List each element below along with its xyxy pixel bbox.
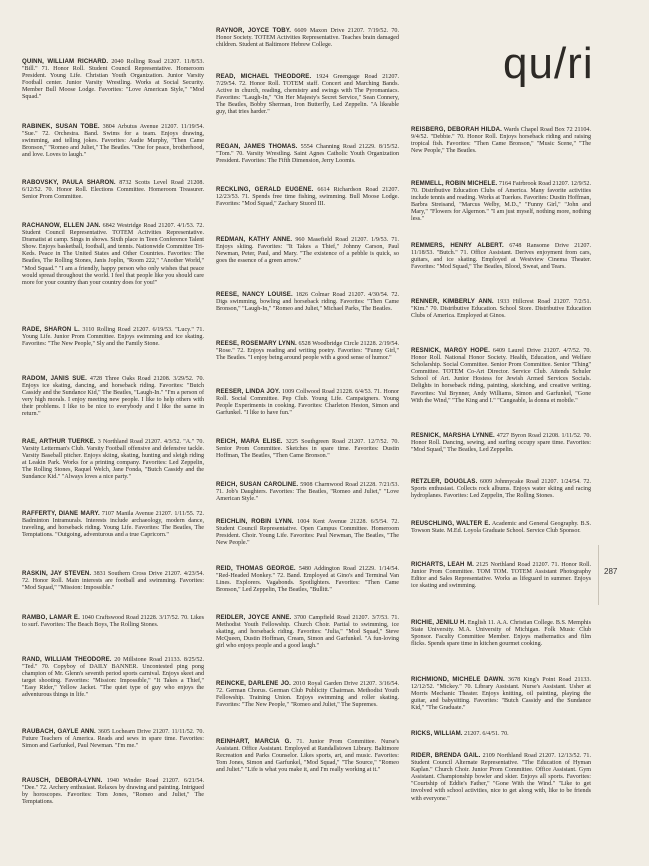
- entry: RESNICK, MARGY HOPE. 6409 Laurel Drive 21207. 4/7/52. 70. Honor Roll. National Honor Society. Health, Education, and Welfare Scholarship. Social Committee. Senior Prom Committee. Senior "Thing" Committee. TOTEM Co-Art Director. Service Club. Attends Schuler School of Art. Junior Hostess for Jewish Armed Services Socials. Delights in horseback riding, painting, sketching, and creative writing. Favorites: Yul Brynner, Andy Williams, Simon and Garfunkel, "Gone With the Wind," "The King and I." "Cangeable, la donna et mobile.": [411, 347, 591, 404]
- entry: REINCKE, DARLENE JO. 2010 Royal Garden Drive 21207. 3/16/54. 72. German Chorus. German Club Publicity Chairman. Methodist Youth Fellowship. Training Union. Enjoys swimming and roller skating. Favorites: "The New People," "Romeo and Juliet," The Supremes.: [216, 680, 399, 709]
- entry: REID, THOMAS GEORGE. 5480 Addington Road 21229. 1/14/54. "Red-Headed Monkey." 72. Band. Employed at Gino's and Terminal Van Lines. Explorers. Vagabonds. Spotlighters. Favorites: "Then Came Bronson," Led Zeppelin, The Beatles, "Bullitt.": [216, 565, 399, 594]
- entry: RACHANOW, ELLEN JAN. 6842 Westridge Road 21207. 4/1/53. 72. Student Council Representative. TOTEM Activities Representative. Dramatist at camp. Sings in shows. Sixth place in Teen Conference Talent Show. Enjoys basketball, football, and tennis. Nationwide Committee Tri-Keds. Peace in The United States and Other Countries. Favorites: The Beatles, The Rolling Stones, Janis Joplin, "Room 222," "Another World," "Mod Squad." "I am a friendly, happy person who only wishes that peace would spread throughout the world. I feel that people like you should care more for your country than your country does for you!": [22, 222, 204, 286]
- entry: RAUSCH, DEBORA-LYNN. 1940 Winder Road 21207. 6/21/54. "Dee." 72. Archery enthusiast. Relaxes by drawing and painting. Intrigued by horoscopes. Favorites: Tom Jones, "Romeo and Juliet," The Temptations.: [22, 777, 204, 806]
- entry: RICHIE, JENILU H. English 11. A.A. Christian College. B.S. Memphis State University. M.A. University of Michigan. Folk Music Club Sponsor. Faculty Committee Member. Enjoys mathematics and film flicks. Spends spare time in kitchen gourmet cooking.: [411, 619, 591, 648]
- entry: RAMBO, LAMAR E. 1040 Craftswood Road 21228. 3/17/52. 70. Likes to surf. Favorites: The Beach Boys, The Rolling Stones.: [22, 614, 204, 629]
- entry: REIDLER, JOYCE ANNE. 3700 Campfield Road 21207. 3/7/53. 71. Methodist Youth Fellowship. Church Choir. Partial to swimming, ice skating, and horseback riding. Favorites: "Julia," "Mod Squad," Steve McQueen, Dustin Hoffman, Cream, Simon and Garfunkel. "A fun-loving girl who enjoys people and a good laugh.": [216, 614, 399, 650]
- entry: REICH, MARA ELISE. 3225 Southgreen Road 21207. 12/7/52. 70. Senior Prom Committee. Sketches in spare time. Favorites: Dustin Hoffman, The Beatles, "Then Came Bronson.": [216, 438, 399, 460]
- entry: RESNICK, MARSHA LYNNE. 4727 Byron Road 21208. 1/11/52. 70. Honor Roll. Dancing, sewing, and surfing occupy spare time. Favorites: "Mod Squad," The Beatles, Led Zeppelin.: [411, 432, 591, 454]
- entry: RECKLING, GERALD EUGENE. 6614 Richardson Road 21207. 12/23/53. 71. Spends free time fishing, swimming. Bull Moose Lodge. Favorites: "Mod Squad," Zachary Stuord III.: [216, 186, 399, 208]
- entry: REESE, ROSEMARY LYNN. 6528 Woodbridge Circle 21228. 2/19/54. "Rose." 72. Enjoys reading and writing poetry. Favorites: "Funny Girl," The Beatles. "I enjoy being around people with a good sense of humor.": [216, 340, 399, 362]
- entry: RAND, WILLIAM THEODORE. 20 Millstone Road 21133. 8/25/52. "Ted." 70. Copyboy of DAILY BANNER. Uncontested ping pong champion of Mr. Glenn's seventh period sports carnival. Enjoys skeet and target shooting. Favorites: "Mission: Impossible," "It Takes a Thief," "Easy Rider," Yellow Jacket. "The quiet type of guy who enjoys the adventurous things in life.": [22, 656, 204, 699]
- section-header: qu/ri: [503, 39, 594, 88]
- entry: RADOM, JANIS SUE. 4728 Three Oaks Road 21208. 3/29/52. 70. Enjoys ice skating, dancing, and horseback riding. Favorites: "Butch Cassidy and the Sundance Kid," The Beatles, "Laugh-In." "I'm a person of very high morals. I enjoy meeting new people. I like to help others with their problems. I like to be nice to everybody and I like the same in return.": [22, 375, 205, 418]
- entry: RICHARTS, LEAH M. 2125 Northland Road 21207. 71. Honor Roll. Junior Prom Committee. TOM TOM. TOTEM Assistant Photography Editor and Sales Representative. Works as lifeguard in summer. Enjoys ice skating and swimming.: [411, 561, 591, 590]
- entry: RICHMIOND, MICHELE DAWN. 3678 King's Point Road 21133. 12/12/52. "Mickey." 70. Library Assistant. Nurse's Assistant. Usher at Morris Mechanic Theater. Enjoys knitting, oil painting, playing the guitar, and babysitting. Favorites: "Butch Cassidy and the Sundance Kid," "The Graduate.": [411, 676, 592, 712]
- entry: RABOVSKY, PAULA SHARON. 8732 Scotts Level Road 21208. 6/12/52. 70. Honor Roll. Elections Committee. Homeroom Treasurer. Senior Prom Committee.: [22, 179, 205, 201]
- entry: REDMAN, KATHY ANNE. 960 Masefield Road 21207. 1/9/53. 71. Enjoys skiing. Favorites: "It Takes a Thief," Johnny Carson, Paul Newman, Peter, Paul, and Mary. "The existence of a pebble is quick, so goes the essence of a green arrow.": [216, 236, 399, 265]
- entry: RICKS, WILLIAM. 21207. 6/4/51. 70.: [411, 730, 509, 737]
- entry: RADE, SHARON L. 3110 Rolling Road 21207. 6/19/53. "Lucy." 71. Young Life. Junior Prom Committee. Enjoys swimming and ice skating. Favorites: "The New People," Sly and the Family Stone.: [22, 326, 204, 348]
- page-edge-rule: [598, 545, 599, 605]
- entry: RAFFERTY, DIANE MARY. 7107 Manila Avenue 21207. 1/11/55. 72. Badminton Intramurals. Interests include archaeology, modern dance, traveling, and horseback riding. Young Life. Favorites: The Beatles, The Temptations. "Outgoing, adventurous and a true Capricorn.": [22, 510, 204, 539]
- entry: READ, MICHAEL THEODORE. 1924 Greengage Road 21207. 7/29/54. 72. Honor Roll. TOTEM staff. Concert and Marching Bands. Active in church, reading, chemistry and swings with The Pyromaniacs. Favorites: "Laugh-In," "On Her Majesty's Secret Service," Sean Connery, The Beatles, Bobby Sherman, Iron Butterfly, Led Zeppelin. "A likeable guy, that tries harder.": [216, 73, 399, 116]
- entry: QUINN, WILLIAM RICHARD. 2040 Rolling Road 21207. 11/8/53. "Bill." 71. Honor Roll. Student Council Representative. Homeroom President. Young Life. Christian Youth Organization. Junior Varsity Football center. Junior Varsity Wrestling. Works at Social Security. Member Bull Moose Lodge. Favorites: "Love American Style," "Mod Squad.": [22, 58, 204, 101]
- entry: REMMELL, ROBIN MICHELE. 7164 Fairbrook Road 21207. 12/9/52. 70. Distributive Education Clubs of America. Many favorite activities include tennis and reading. Works at Tuerkes. Favorites: Dustin Hoffman, Barbra Streisand, "Marcus Welby, M.D.," "Funny Girl," "John and Mary," "Flowers for Algernon." "I am just myself, nothing more, nothing less.": [411, 180, 591, 223]
- entry: REGAN, JAMES THOMAS. 5554 Channing Road 21229. 8/15/52. "Tom." 70. Varsity Wrestling. Saint Agnes Catholic Youth Organization President. Favorites: The Fifth Dimension, Jerry Loomis.: [216, 143, 399, 165]
- entry: REESE, NANCY LOUISE. 1826 Colmar Road 21207. 4/30/54. 72. Digs swimming, bowling and horseback riding. Favorites: "Then Came Bronson," "Laugh-In," "Romeo and Juliet," Michael Parks, The Beatles.: [216, 291, 399, 313]
- entry: REISBERG, DEBORAH HILDA. Wards Chapel Road Box 72 21104. 9/4/52. "Debbie." 70. Honor Roll. Enjoys horseback riding and raising tropical fish. Favorites: "Then Came Bronson," "Music Scene," "The New People," The Beatles.: [411, 126, 591, 155]
- entry: REICH, SUSAN CAROLINE. 5908 Charnwood Road 21228. 7/21/53. 71. Job's Daughters. Favorites: The Beatles, "Romeo and Juliet," "Love American Style.": [216, 481, 399, 503]
- entry: RASKIN, JAY STEVEN. 3831 Southern Cross Drive 21207. 4/23/54. 72. Honor Roll. Main interests are football and swimming. Favorites: "Mod Squad," "Mission: Impossible.": [22, 570, 204, 592]
- entry: RETZLER, DOUGLAS. 6009 Johnnycake Road 21207. 1/24/54. 72. Sports enthusiast. Collects rock albums. Enjoys water skiing and racing hydroplanes. Favorites: Led Zeppelin, The Rolling Stones.: [411, 478, 591, 500]
- entry: RAUBACH, GAYLE ANN. 3605 Lochearn Drive 21207. 11/11/52. 70. Future Teachers of America. Reads and sews in spare time. Favorites: Simon and Garfunkel, Paul Newman. "I'm me.": [22, 728, 204, 750]
- entry: RIDER, BRENDA GAIL. 2109 Northland Road 21207. 12/13/52. 71. Student Council Alternate Representative. "The Education of Hyman Kaplan." Church Choir. Junior Prom Committee. Office Assistant. Gym Assistant. Championship bowler and skier. Enjoys all sports. Favorites: "Courtship of Eddie's Father," "Gone With the Wind." "Like to get involved with school activities, nice to get along with, like to be friends with everyone.": [411, 752, 591, 802]
- entry: REICHLIN, ROBIN LYNN. 1004 Kent Avenue 21228. 6/5/54. 72. Student Council Representative. Open Campus Committee. Homeroom President. Choir. Young Life. Favorites: Paul Newman, The Beatles, "The New People.": [216, 518, 399, 547]
- page-number: 287: [604, 567, 618, 576]
- entry: RAYNOR, JOYCE TOBY. 6609 Maxon Drive 21207. 7/19/52. 70. Honor Society. TOTEM Activities Representative. Teaches brain damaged children. Student at Baltimore Hebrew College.: [216, 27, 399, 49]
- entry: REUSCHLING, WALTER E. Academic and General Geography. B.S. Towson State. M.Ed. Loyola Graduate School. Service Club Sponsor.: [411, 520, 591, 535]
- entry: RAE, ARTHUR TUERKE. 3 Northland Road 21207. 4/3/52. "A." 70. Varsity Letterman's Club. Varsity Football offensive and defensive tackle. Varsity Baseball pitcher. Enjoys skiing, skating, hunting and sleigh riding at Leakin Park. Works for a printing company. Favorites: Led Zeppelin, The Rolling Stones, Raquel Welch, Jane Fonda, "Butch Cassidy and the Sundance Kid." "Always loves a nice party.": [22, 438, 204, 481]
- entry: REMMERS, HENRY ALBERT. 6748 Ransome Drive 21207. 11/18/53. "Butch." 71. Office Assistant. Derives enjoyment from cars, guitars, and ice skating. Employed at Westview Cinema Theater. Favorites: "Mod Squad," The Beatles, Blood, Sweat, and Tears.: [411, 242, 591, 271]
- entry: REESER, LINDA JOY. 1009 Collwood Road 21228. 6/4/53. 71. Honor Roll. Social Committee. Pep Club. Young Life. Campaigners. Young People Experiments in cooking. Favorites: Charleton Heston, Simon and Garfunkel. "I like to have fun.": [216, 388, 400, 417]
- entry: REINHART, MARCIA G. 71. Junior Prom Committee. Nurse's Assistant. Office Assistant. Employed at Randallstown Library. Baltimore Recreation and Parks Counselor. Likes sports, art, and music. Favorites: Tom Jones, Simon and Garfunkel, "Mod Squad," "The Source," "Romeo and Juliet." "Life is what you make it, and I'm really working at it.": [216, 738, 399, 774]
- entry: RENNER, KIMBERLY ANN. 1933 Hillcrest Road 21207. 7/2/51. "Kim." 70. Distributive Education. School Store. Distributive Education Clubs of America. Employed at Ginos.: [411, 298, 592, 320]
- entry: RABINEK, SUSAN TOBE. 3804 Arbutus Avenue 21207. 11/19/54. "Sue." 72. Orchestra. Band. Swims for a team. Enjoys drawing, swimming, and telling jokes. Favorites: Audie Murphy, "Then Came Bronson," "Romeo and Juliet," The Beatles. "One for peace, brotherhood, and love. Loves to laugh.": [22, 123, 204, 159]
